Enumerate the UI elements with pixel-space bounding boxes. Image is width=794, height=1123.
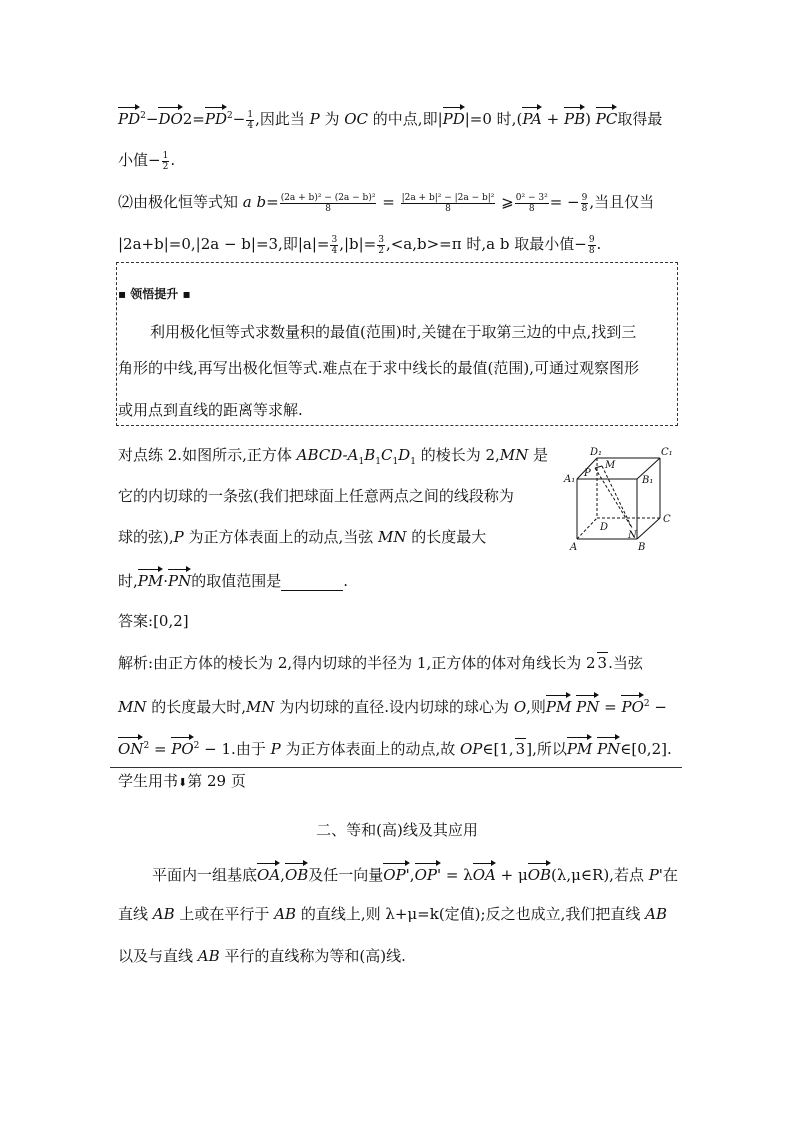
vector-PN: PN	[168, 568, 191, 591]
label-B: B	[638, 542, 646, 553]
vector-PO: PO	[621, 694, 643, 717]
vector-OP-prime: OP'	[415, 862, 442, 885]
insight-paragraph-line-1: 利用极化恒等式求数量积的最值(范围)时,关键在于取第三边的中点,找到三	[150, 323, 637, 341]
solution-line-4: |2a+b|=0,|2a − b|=3,即|a|= $\frac{3}{4}$ ,|b|= $\frac{3}{2}$ ,<a,b>=π 时,a b 取最小值− $\frac{9}{8}$ .	[118, 234, 602, 256]
solution-line-3: ⑵由极化恒等式知 a b= $\frac{\text{(2a + b)² − (2a − b)²}}{8}$ = $\frac{\text{|2a + b|² − |2a − b|²}}{8}$ ⩾ $\frac{\text{0² − 3²}}{8}$ = − $\frac{9}{8}$ ,当且仅当	[118, 192, 655, 214]
exercise-line-1: 对点练 2.如图所示,正方体 ABCD-$A_1B_1C_1D_1$ 的棱长为 2,MN 是	[118, 446, 549, 467]
vector-PN: PN	[597, 736, 620, 759]
vector-PD: PD	[118, 106, 140, 129]
cube-figure	[562, 446, 682, 560]
analysis-line-2: MN 的长度最大时,MN 为内切球的直径.设内切球的球心为 O,则PM PN = $PO^2$ −	[118, 694, 667, 717]
insight-paragraph-line-3: 或用点到直线的距离等求解.	[118, 401, 303, 419]
fraction: $\frac{9}{8}$	[581, 192, 588, 214]
exercise-line-3: 球的弦),P 为正方体表面上的动点,当弦 MN 的长度最大	[118, 528, 487, 546]
vector-PO: PO	[171, 736, 193, 759]
vector-PN: PN	[576, 694, 599, 717]
fraction: $\frac{9}{8}$	[588, 234, 595, 256]
section-heading: 二、等和(高)线及其应用	[316, 821, 478, 839]
label-N: N	[628, 530, 637, 541]
vector-PA: PA	[522, 106, 542, 129]
fraction: $\frac{\text{0² − 3²}}{8}$	[515, 192, 548, 214]
analysis-line-3: $ON^2 = PO^2 - 1$.由于 P 为正方体表面上的动点,故 OP∈[1, 3],所以PM PN∈[0,2].	[118, 736, 672, 759]
label-M: M	[605, 460, 616, 471]
vector-OA: OA	[257, 862, 280, 885]
analysis-line-1: 解析:由正方体的棱长为 2,得内切球的半径为 1,正方体的体对角线长为 2 3.当弦	[118, 654, 643, 672]
section-line-1: 平面内一组基底OA,OB及任一向量OP',OP' = λOA + μOB(λ,μ∈R),若点 P'在	[152, 862, 678, 885]
vector-PM: PM	[546, 694, 571, 717]
label-B1: B₁	[642, 475, 654, 486]
vector-PD: PD	[205, 106, 227, 129]
section-line-2: 直线 AB 上或在平行于 AB 的直线上,则 λ+μ=k(定值);反之也成立,我们把直线 AB	[118, 905, 667, 923]
solution-line-2: 小值− $\frac{1}{2}$ .	[118, 150, 176, 172]
label-C1: C₁	[661, 447, 673, 458]
exercise-line-4: 时,PM·PN的取值范围是 .	[118, 568, 348, 591]
solution-line-1: $PD^2-DO2=PD^2-$ $\frac{1}{4}$ ,因此当 P 为 OC 的中点,即|PD|=0 时,(PA + PB) PC取得最	[118, 106, 662, 131]
insight-paragraph-line-2: 角形的中线,再写出极化恒等式.难点在于求中线长的最值(范围),可通过观察图形	[118, 359, 640, 377]
label-D: D	[600, 522, 609, 533]
label-D1: D₁	[590, 447, 603, 458]
label-C: C	[663, 514, 671, 525]
label-A1: A₁	[564, 474, 576, 485]
fraction: $\frac{1}{4}$	[247, 109, 254, 131]
vector-PB: PB	[564, 106, 585, 129]
divider-line	[110, 767, 682, 768]
fraction: $\frac{1}{2}$	[162, 150, 169, 172]
vector-PM: PM	[138, 568, 163, 591]
vector-PD: PD	[443, 106, 465, 129]
down-arrow-icon: ⬇	[178, 776, 188, 789]
sqrt: 3	[597, 654, 608, 672]
label-P: P	[584, 468, 591, 479]
answer-blank	[281, 576, 343, 591]
fraction: $\frac{\text{(2a + b)² − (2a − b)²}}{8}$	[280, 192, 376, 214]
vector-OP-prime: OP'	[383, 862, 410, 885]
vector-PC: PC	[596, 106, 618, 129]
book-reference: 学生用书⬇第 29 页	[118, 772, 246, 790]
cube-diagram	[562, 446, 682, 556]
vector-OB: OB	[285, 862, 308, 885]
answer-line: 答案:[0,2]	[118, 612, 189, 630]
fraction: $\frac{\text{|2a + b|² − |2a − b|²}}{8}$	[401, 192, 495, 214]
exercise-line-2: 它的内切球的一条弦(我们把球面上任意两点之间的线段称为	[118, 487, 514, 505]
vector-ON: ON	[118, 736, 143, 759]
section-line-3: 以及与直线 AB 平行的直线称为等和(高)线.	[118, 947, 406, 965]
insight-title: ▪ 领悟提升 ▪	[118, 287, 191, 301]
sqrt: 3	[515, 740, 526, 758]
vector-OB: OB	[528, 862, 551, 885]
fraction: $\frac{3}{4}$	[331, 234, 338, 256]
label-A: A	[570, 542, 578, 553]
fraction: $\frac{3}{2}$	[378, 234, 384, 256]
vector-PM: PM	[567, 736, 592, 759]
vector-DO: DO	[158, 106, 182, 129]
vector-OA: OA	[473, 862, 496, 885]
